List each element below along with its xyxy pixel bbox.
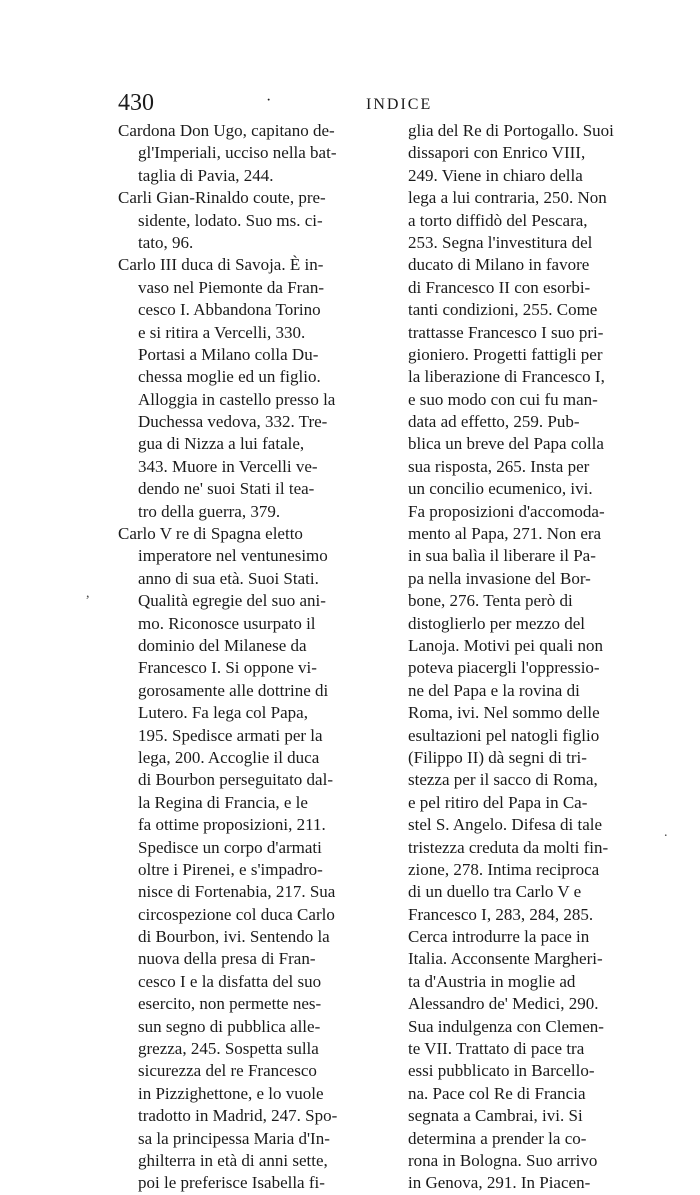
index-line: ducato di Milano in favore [408,255,590,275]
index-line: Lutero. Fa lega col Papa, [138,703,308,723]
index-line: di Bourbon, ivi. Sentendo la [138,927,330,947]
index-line: nisce di Fortenabia, 217. Sua [138,882,336,902]
index-line: a torto diffidò del Pescara, [408,210,588,230]
index-line: anno di sua età. Suoi Stati. [138,568,319,588]
index-line: Francesco I, 283, 284, 285. [408,904,594,924]
index-line: taglia di Pavia, 244. [138,165,274,185]
index-line: rona in Bologna. Suo arrivo [408,1150,598,1170]
index-line: tato, 96. [138,232,194,252]
index-line: dendo ne' suoi Stati il tea- [138,479,315,499]
index-line: chessa moglie ed un figlio. [138,367,321,387]
index-line: di un duello tra Carlo V e [408,882,582,902]
index-line: 249. Viene in chiaro della [408,165,583,185]
index-line: glia del Re di Portogallo. Suoi [408,121,614,140]
index-line: imperatore nel ventunesimo [138,546,328,566]
index-line: sa la principessa Maria d'In- [138,1128,330,1148]
index-line: Portasi a Milano colla Du- [138,344,319,364]
index-line: sicurezza del re Francesco [138,1061,317,1081]
index-line: Carlo III duca di Savoja. È in- [118,255,324,275]
index-line: e si ritira a Vercelli, 330. [138,322,306,342]
index-line: sun segno di pubblica alle- [138,1016,321,1036]
index-line: sua risposta, 265. Insta per [408,456,590,476]
index-line: Cardona Don Ugo, capitano de- [118,121,335,140]
index-line: tristezza creduta da molti fin- [408,837,609,857]
index-line: Italia. Acconsente Margheri- [408,949,603,969]
index-line: Lanoja. Motivi pei quali non [408,635,603,655]
index-line: ta d'Austria in moglie ad [408,971,576,991]
index-line: dominio del Milanese da [138,635,307,655]
index-line: 253. Segna l'investitura del [408,232,593,252]
index-line: Roma, ivi. Nel sommo delle [408,703,600,723]
running-title: INDICE [366,96,433,113]
index-line: (Filippo II) dà segni di tri- [408,747,587,767]
index-line: la Regina di Francia, e le [138,792,308,812]
index-line: in Genova, 291. In Piacen- [408,1173,591,1193]
index-line: di Francesco II con esorbi- [408,277,591,297]
index-line: oltre i Pirenei, e s'impadro- [138,859,323,879]
index-line: tradotto in Madrid, 247. Spo- [138,1106,338,1126]
index-line: ne del Papa e la rovina di [408,680,580,700]
index-line: dissapori con Enrico VIII, [408,143,586,163]
index-line: Alessandro de' Medici, 290. [408,994,599,1014]
right-column [408,120,658,1195]
index-line: lega a lui contraria, 250. Non [408,188,607,208]
index-line: stel S. Angelo. Difesa di tale [408,815,603,835]
margin-mark: , [86,586,90,601]
index-line: Duchessa vedova, 332. Tre- [138,412,328,432]
index-line: Sua indulgenza con Clemen- [408,1016,604,1036]
index-line: mento al Papa, 271. Non era [408,524,602,544]
index-line: Carlo V re di Spagna eletto [118,524,303,544]
index-line: pa nella invasione del Bor- [408,568,591,588]
index-line: e suo modo con cui fu man- [408,389,598,409]
index-line: tanti condizioni, 255. Come [408,300,598,320]
index-line: determina a prender la co- [408,1128,587,1148]
index-line: in sua balìa il liberare il Pa- [408,546,596,566]
index-line: essi pubblicato in Barcello- [408,1061,595,1081]
index-line: bone, 276. Tenta però di [408,591,573,611]
index-line: gua di Nizza a lui fatale, [138,434,305,454]
index-line: 195. Spedisce armati per la [138,725,323,745]
index-line: in Pizzighettone, e lo vuole [138,1083,324,1103]
index-line: zione, 278. Intima reciproca [408,859,600,879]
index-line: 343. Muore in Vercelli ve- [138,456,318,476]
index-line: ghilterra in età di anni sette, [138,1150,328,1170]
index-line: un concilio ecumenico, ivi. [408,479,593,499]
index-line: e pel ritiro del Papa in Ca- [408,792,588,812]
index-line: gl'Imperiali, ucciso nella bat- [138,143,337,163]
index-line: sidente, lodato. Suo ms. ci- [138,210,323,230]
index-line: gioniero. Progetti fattigli per [408,344,603,364]
page-header [118,90,638,120]
index-line: esultazioni pel natogli figlio [408,725,600,745]
index-line: cesco I e la disfatta del suo [138,971,322,991]
index-line: Carli Gian-Rinaldo coute, pre- [118,188,326,208]
index-line: segnata a Cambrai, ivi. Si [408,1106,583,1126]
index-line: mo. Riconosce usurpato il [138,613,316,633]
index-line: data ad effetto, 259. Pub- [408,412,580,432]
index-line: Spedisce un corpo d'armati [138,837,322,857]
page-number: 430 [118,90,154,116]
index-line: Francesco I. Si oppone vi- [138,658,317,678]
index-line: esercito, non permette nes- [138,994,322,1014]
index-line: te VII. Trattato di pace tra [408,1039,585,1059]
index-line: vaso nel Piemonte da Fran- [138,277,325,297]
index-line: tro della guerra, 379. [138,501,281,521]
index-line: Cerca introdurre la pace in [408,927,590,947]
index-line: la liberazione di Francesco I, [408,367,605,387]
index-line: trattasse Francesco I suo pri- [408,322,604,342]
left-column [118,120,386,1195]
index-line: di Bourbon perseguitato dal- [138,770,333,790]
index-line: gorosamente alle dottrine di [138,680,329,700]
index-line: na. Pace col Re di Francia [408,1083,586,1103]
index-line: distoglierlo per mezzo del [408,613,586,633]
index-line: fa ottime proposizioni, 211. [138,815,326,835]
index-line: blica un breve del Papa colla [408,434,604,454]
index-line: grezza, 245. Sospetta sulla [138,1039,319,1059]
index-line: lega, 200. Accoglie il duca [138,747,320,767]
index-line: Alloggia in castello presso la [138,389,336,409]
margin-mark: . [664,825,668,840]
index-line: poi le preferisce Isabella fi- [138,1173,325,1193]
header-separator: · [266,92,272,109]
index-line: stezza per il sacco di Roma, [408,770,598,790]
index-line: cesco I. Abbandona Torino [138,300,321,320]
index-line: poteva piacergli l'oppressio- [408,658,600,678]
index-line: Qualità egregie del suo ani- [138,591,326,611]
index-line: Fa proposizioni d'accomoda- [408,501,605,521]
index-line: circospezione col duca Carlo [138,904,335,924]
index-line: nuova della presa di Fran- [138,949,316,969]
